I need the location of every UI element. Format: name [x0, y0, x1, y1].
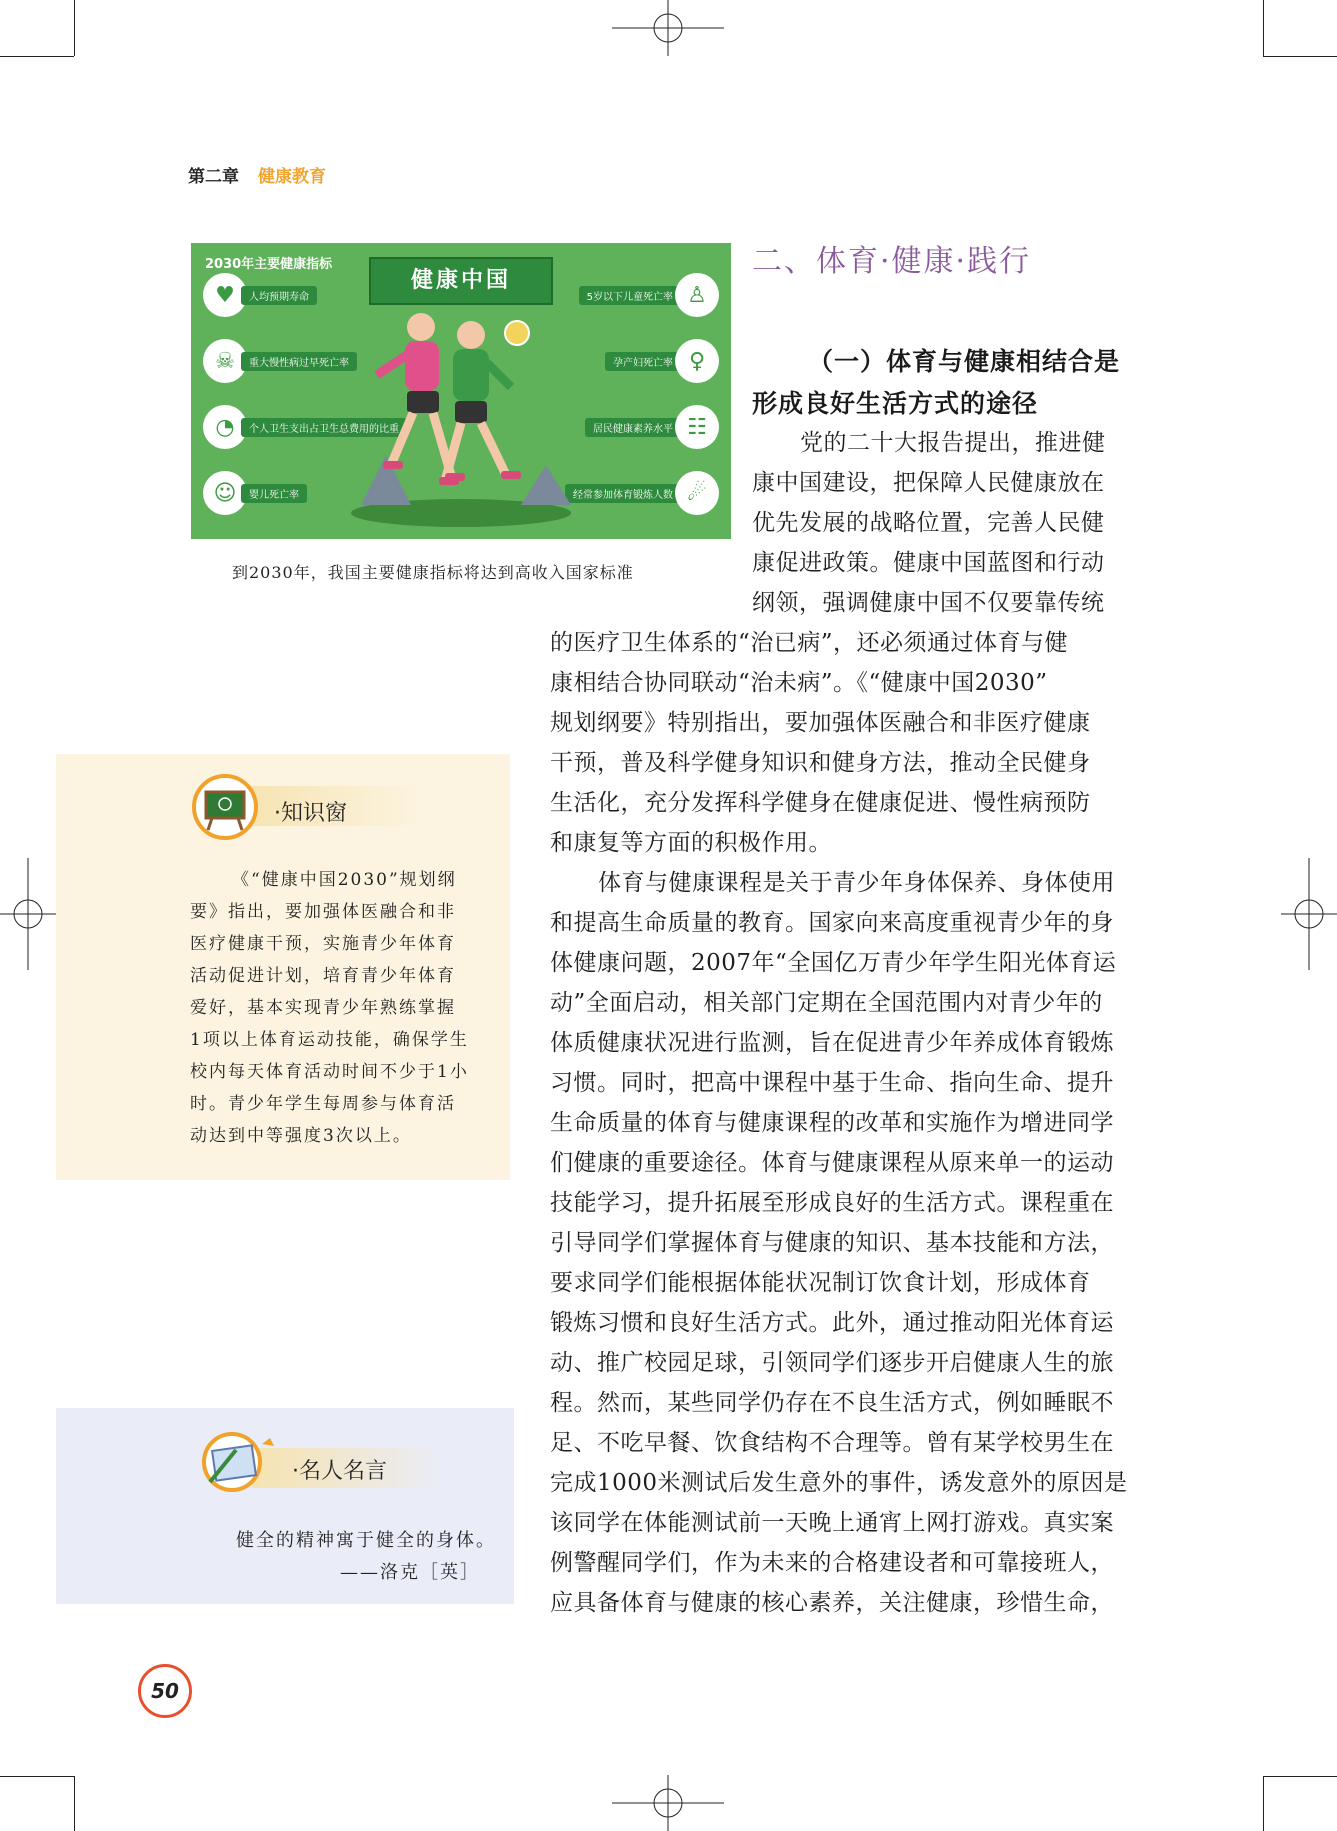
registration-mark-bottom	[612, 1775, 724, 1831]
subsection-title-line1: （一）体育与健康相结合是	[808, 347, 1121, 376]
body-line: 体育与健康课程是关于青少年身体保养、身体使用	[598, 870, 1115, 896]
crop-mark	[1263, 56, 1337, 57]
knowledge-line: 要》指出，要加强体医融合和非	[190, 902, 456, 922]
body-line: 规划纲要》特别指出，要加强体医融合和非医疗健康	[550, 710, 1091, 736]
body-line: 要求同学们能根据体能状况制订饮食计划，形成体育	[550, 1270, 1091, 1296]
body-line: 足、不吃早餐、饮食结构不合理等。曾有某学校男生在	[550, 1430, 1114, 1456]
body-line: 康相结合协同联动“治未病”。《“健康中国2030”	[550, 670, 1048, 696]
body-line: 生活化，充分发挥科学健身在健康促进、慢性病预防	[550, 790, 1091, 816]
body-line: 康促进政策。健康中国蓝图和行动	[752, 550, 1105, 576]
body-line: 干预，普及科学健身知识和健身方法，推动全民健身	[550, 750, 1091, 776]
body-line: 例警醒同学们，作为未来的合格建设者和可靠接班人，	[550, 1550, 1114, 1576]
body-line: 程。然而，某些同学仍存在不良生活方式，例如睡眠不	[550, 1390, 1114, 1416]
chapter-topic: 健康教育	[258, 167, 326, 187]
body-line: 生命质量的体育与健康课程的改革和实施作为增进同学	[550, 1110, 1114, 1136]
pie-chart-icon: ◔	[203, 405, 247, 449]
crop-mark	[1263, 1776, 1264, 1831]
registration-mark-top	[612, 0, 724, 56]
section-title: 二、体育·健康·践行	[752, 244, 1032, 279]
body-line: 应具备体育与健康的核心素养，关注健康，珍惜生命，	[550, 1590, 1114, 1616]
crop-mark	[1263, 1776, 1337, 1777]
body-line: 该同学在体能测试前一天晚上通宵上网打游戏。真实案	[550, 1510, 1114, 1536]
crop-mark	[0, 56, 74, 57]
indicator-chronic-disease: ☠ 重大慢性病过早死亡率	[203, 339, 357, 383]
health-china-infographic	[191, 243, 731, 539]
chapter-label: 第二章	[188, 167, 239, 187]
quote-author: ——洛克［英］	[340, 1562, 480, 1583]
body-line: 引导同学们掌握体育与健康的知识、基本技能和方法，	[550, 1230, 1114, 1256]
indicator-health-literacy: ☷ 居民健康素养水平	[585, 405, 719, 449]
knowledge-line: 校内每天体育活动时间不少于1小	[190, 1062, 469, 1082]
skull-icon: ☠	[203, 339, 247, 383]
knowledge-line: 时。青少年学生每周参与体育活	[190, 1094, 456, 1114]
indicator-life-expectancy: ♥ 人均预期寿命	[203, 273, 317, 317]
exercise-icon: ☄	[675, 471, 719, 515]
crop-mark	[74, 0, 75, 56]
page-number: 50	[138, 1664, 192, 1718]
indicator-health-spending: ◔ 个人卫生支出占卫生总费用的比重	[203, 405, 407, 449]
body-line: 动”全面启动，相关部门定期在全国范围内对青少年的	[550, 990, 1103, 1016]
body-line: 康中国建设，把保障人民健康放在	[752, 470, 1105, 496]
body-line: 的医疗卫生体系的“治已病”，还必须通过体育与健	[550, 630, 1069, 656]
registration-mark-left	[0, 858, 56, 970]
body-line: 习惯。同时，把高中课程中基于生命、指向生命、提升	[550, 1070, 1114, 1096]
baby-icon: ☺	[203, 471, 247, 515]
body-line: 技能学习，提升拓展至形成良好的生活方式。课程重在	[550, 1190, 1114, 1216]
runners-illustration	[341, 305, 581, 535]
crop-mark	[1263, 0, 1264, 56]
knowledge-line: 活动促进计划，培育青少年体育	[190, 966, 456, 986]
knowledge-title: ·知识窗	[274, 801, 347, 826]
quote-text: 健全的精神寓于健全的身体。	[236, 1530, 496, 1551]
indicator-maternal-mortality: ♀ 孕产妇死亡率	[605, 339, 719, 383]
pregnant-woman-icon: ♀	[675, 339, 719, 383]
body-line: 体健康问题，2007年“全国亿万青少年学生阳光体育运	[550, 950, 1117, 976]
body-line: 纲领，强调健康中国不仅要靠传统	[752, 590, 1105, 616]
child-icon: ♙	[675, 273, 719, 317]
body-line: 和提高生命质量的教育。国家向来高度重视青少年的身	[550, 910, 1114, 936]
figure-caption: 到2030年，我国主要健康指标将达到高收入国家标准	[232, 563, 634, 582]
crop-mark	[0, 1776, 74, 1777]
blackboard-icon	[192, 774, 258, 840]
knowledge-line: 动达到中等强度3次以上。	[190, 1126, 412, 1146]
body-line: 动、推广校园足球，引领同学们逐步开启健康人生的旅	[550, 1350, 1114, 1376]
body-line: 锻炼习惯和良好生活方式。此外，通过推动阳光体育运	[550, 1310, 1114, 1336]
infographic-title: 2030年主要健康指标	[205, 257, 333, 272]
body-line: 完成1000米测试后发生意外的事件，诱发意外的原因是	[550, 1470, 1128, 1496]
notebook-pen-icon	[192, 1430, 282, 1494]
crop-mark	[74, 1776, 75, 1831]
body-line: 党的二十大报告提出，推进健	[800, 430, 1106, 456]
indicator-exercise-population: ☄ 经常参加体育锻炼人数	[565, 471, 719, 515]
indicator-infant-mortality: ☺ 婴儿死亡率	[203, 471, 307, 515]
infographic-banner: 健康中国	[369, 257, 553, 305]
heart-icon: ♥	[203, 273, 247, 317]
body-line: 和康复等方面的积极作用。	[550, 830, 832, 856]
subsection-title-line2: 形成良好生活方式的途径	[752, 389, 1039, 418]
body-line: 优先发展的战略位置，完善人民健	[752, 510, 1105, 536]
indicator-child-mortality: ♙ 5岁以下儿童死亡率	[579, 273, 719, 317]
knowledge-line: 1项以上体育运动技能，确保学生	[190, 1030, 469, 1050]
knowledge-line: 《“健康中国2030”规划纲	[232, 870, 457, 890]
people-icon: ☷	[675, 405, 719, 449]
body-line: 们健康的重要途径。体育与健康课程从原来单一的运动	[550, 1150, 1114, 1176]
registration-mark-right	[1281, 858, 1337, 970]
body-line: 体质健康状况进行监测，旨在促进青少年养成体育锻炼	[550, 1030, 1114, 1056]
knowledge-line: 医疗健康干预，实施青少年体育	[190, 934, 456, 954]
quote-title: ·名人名言	[292, 1459, 387, 1484]
knowledge-line: 爱好，基本实现青少年熟练掌握	[190, 998, 456, 1018]
